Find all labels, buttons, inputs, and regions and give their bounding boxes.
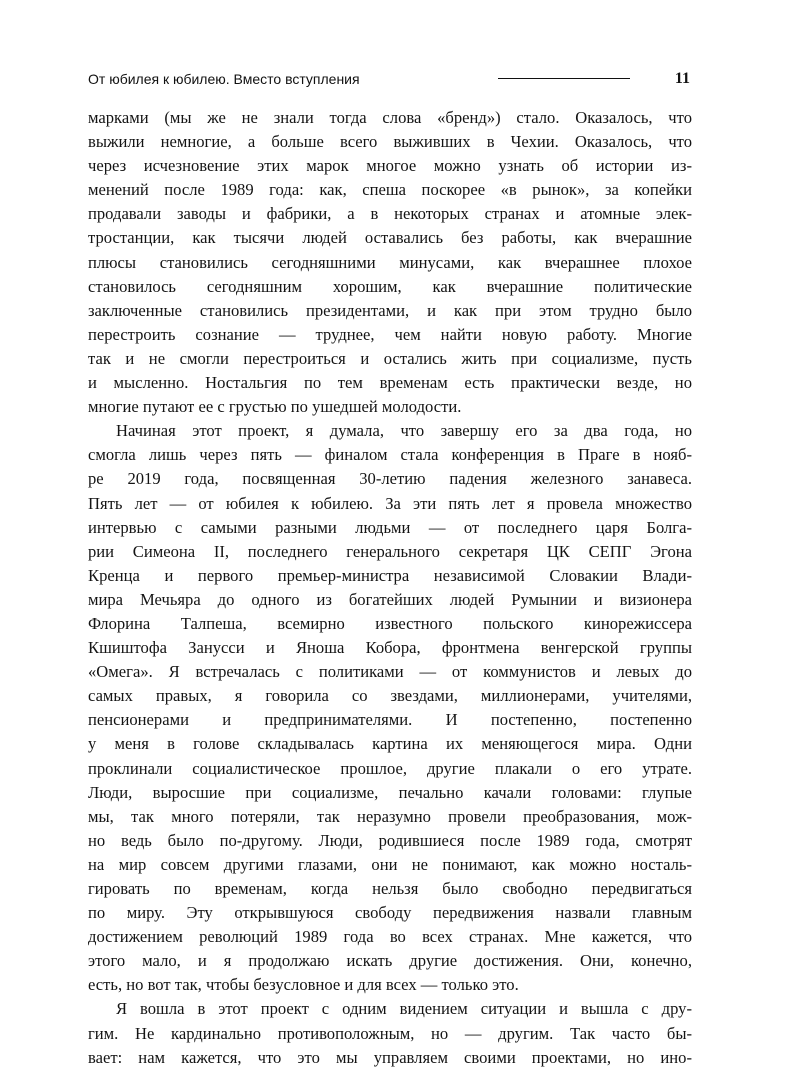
text-line: мы, так много потеряли, так неразумно провели преобразования, мож-	[88, 806, 692, 826]
text-line: Я вошла в этот проект с одним видением ситуации и вышла с дру-	[116, 999, 692, 1019]
text-line: рии Симеона II, последнего генерального секретаря ЦК СЕПГ Эгона	[88, 541, 692, 561]
running-head-title: От юбилея к юбилею. Вместо вступления	[88, 71, 360, 87]
text-line: так и не смогли перестроиться и остались жить при социализме, пусть	[88, 348, 692, 368]
text-line: становилось сегодняшним хорошим, как вчерашние политические	[88, 276, 692, 296]
text-line: гим. Не кардинально противоположным, но — другим. Так часто бы-	[88, 1023, 692, 1043]
body-text	[88, 106, 692, 1070]
text-line: но ведь было по-другому. Люди, родившиеся после 1989 года, смотрят	[88, 830, 692, 850]
text-line: заключенные становились президентами, и как при этом трудно было	[88, 300, 692, 320]
page-number: 11	[674, 70, 690, 87]
text-line: через исчезновение этих марок многое можно узнать об истории из-	[88, 156, 692, 176]
text-line: плюсы становились сегодняшними минусами, как вчерашнее плохое	[88, 252, 692, 272]
text-line: Флорина Талпеша, всемирно известного польского кинорежиссера	[88, 613, 692, 633]
text-line: пенсионерами и предпринимателями. И постепенно, постепенно	[88, 710, 692, 730]
text-line: Пять лет — от юбилея к юбилею. За эти пять лет я провела множество	[88, 493, 692, 513]
text-line: достижением революций 1989 года во всех странах. Мне кажется, что	[88, 927, 692, 947]
text-line: гировать по временам, когда нельзя было свободно передвигаться	[88, 879, 692, 898]
text-line: ре 2019 года, посвященная 30-летию падения железного занавеса.	[88, 469, 692, 489]
text-line: менений после 1989 года: как, спеша поскорее «в рынок», за копейки	[88, 180, 692, 200]
text-line: самых правых, я говорила со звездами, миллионерами, учителями,	[88, 686, 692, 706]
text-line: есть, но вот так, чтобы безусловное и для всех — только это.	[88, 975, 519, 995]
text-line: по миру. Эту открывшуюся свободу передвижения назвали главным	[88, 903, 692, 923]
text-line: проклинали социалистическое прошлое, другие плакали о его утрате.	[88, 758, 692, 778]
text-line: продавали заводы и фабрики, а в некоторых странах и атомные элек-	[88, 204, 692, 224]
text-line: «Омега». Я встречалась с политиками — от коммунистов и левых до	[88, 662, 692, 682]
text-line: мира Мечьяра до одного из богатейших людей Румынии и визионера	[88, 589, 692, 609]
running-head-rule	[498, 78, 630, 79]
text-line: Кшиштофа Занусси и Яноша Кобора, фронтмена венгерской группы	[88, 638, 692, 658]
text-line: у меня в голове складывалась картина их меняющегося мира. Одни	[88, 734, 692, 754]
text-line: перестроить сознание — труднее, чем найти новую работу. Многие	[88, 324, 692, 344]
text-line: интервью с самыми разными людьми — от последнего царя Болга-	[88, 517, 692, 537]
text-line: Люди, выросшие при социализме, печально качали головами: глупые	[88, 782, 692, 802]
text-line: на мир совсем другими глазами, они не понимают, как можно носталь-	[88, 854, 692, 874]
text-line: и мысленно. Ностальгия по тем временам есть практически везде, но	[88, 373, 692, 393]
text-line: тростанции, как тысячи людей оставались без работы, как вчерашние	[88, 228, 692, 248]
running-head	[88, 70, 690, 92]
text-line: Начиная этот проект, я думала, что завершу его за два года, но	[116, 421, 692, 441]
text-line: марками (мы же не знали тогда слова «бренд») стало. Оказалось, что	[88, 108, 692, 127]
text-line: Кренца и первого премьер-министра независимой Словакии Влади-	[88, 565, 692, 585]
text-line: выжили немногие, а больше всего выживших в Чехии. Оказалось, что	[88, 132, 692, 152]
text-line: вает: нам кажется, что это мы управляем своими проектами, но ино-	[88, 1047, 692, 1067]
text-line: этого мало, и я продолжаю искать другие достижения. Они, конечно,	[88, 951, 692, 971]
text-line: смогла лишь через пять — финалом стала конференция в Праге в нояб-	[88, 445, 692, 465]
text-line: многие путают ее с грустью по ушедшей молодости.	[88, 397, 462, 417]
